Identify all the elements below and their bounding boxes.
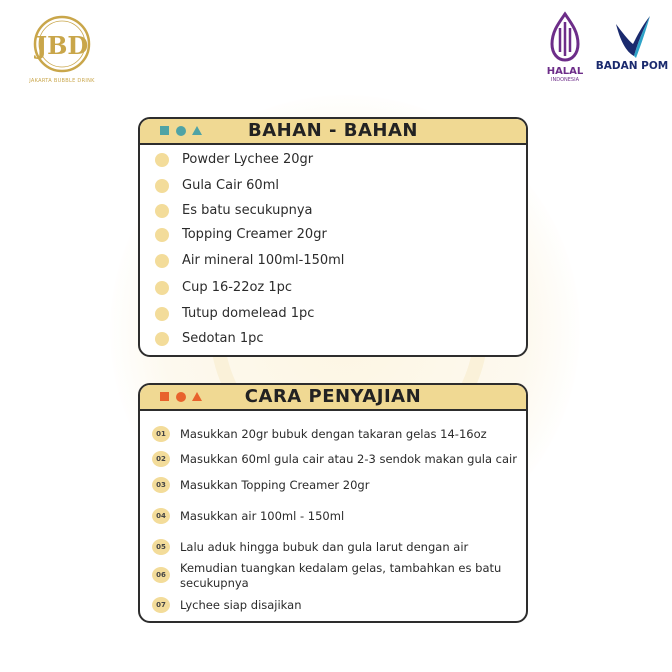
step-text: Masukkan Topping Creamer 20gr bbox=[180, 478, 370, 492]
halal-sub-label: INDONESIA bbox=[551, 77, 579, 83]
halal-logo-icon bbox=[542, 10, 588, 66]
svg-text:JBD: JBD bbox=[35, 31, 89, 60]
bullet-icon bbox=[155, 281, 169, 295]
list-item bbox=[140, 595, 526, 615]
ingredients-card bbox=[138, 117, 528, 357]
step-text: Masukkan air 100ml - 150ml bbox=[180, 509, 345, 523]
ingredient-text: Tutup domelead 1pc bbox=[182, 306, 315, 321]
steps-card bbox=[138, 383, 528, 623]
bullet-icon bbox=[155, 307, 169, 321]
halal-badge bbox=[542, 10, 588, 84]
list-item bbox=[140, 449, 526, 469]
step-number: 01 bbox=[152, 426, 170, 442]
list-item bbox=[140, 251, 526, 271]
bullet-icon bbox=[155, 204, 169, 218]
bullet-icon bbox=[155, 153, 169, 167]
step-text: Kemudian tuangkan kedalam gelas, tambahkan es batu secukupnya bbox=[180, 561, 502, 590]
step-number: 04 bbox=[152, 508, 170, 524]
step-number: 03 bbox=[152, 477, 170, 493]
list-item bbox=[140, 201, 526, 221]
steps-title: CARA PENYAJIAN bbox=[244, 386, 422, 407]
ingredient-text: Air mineral 100ml-150ml bbox=[182, 253, 345, 268]
brand-name: JAKARTA BUBBLE DRINK bbox=[29, 78, 95, 84]
ingredients-title: BAHAN - BAHAN bbox=[248, 120, 418, 141]
ingredient-text: Powder Lychee 20gr bbox=[182, 152, 314, 167]
list-item bbox=[140, 424, 526, 444]
bullet-icon bbox=[155, 332, 169, 346]
bullet-icon bbox=[155, 254, 169, 268]
ingredient-text: Topping Creamer 20gr bbox=[182, 227, 327, 242]
step-text: Lalu aduk hingga bubuk dan gula larut dengan air bbox=[180, 540, 469, 554]
step-text: Masukkan 60ml gula cair atau 2-3 sendok makan gula cair bbox=[180, 452, 517, 466]
ingredient-text: Cup 16-22oz 1pc bbox=[182, 280, 293, 295]
steps-header bbox=[140, 385, 526, 411]
list-item bbox=[140, 561, 526, 590]
step-text: Masukkan 20gr bubuk dengan takaran gelas 14-16oz bbox=[180, 427, 487, 441]
list-item bbox=[140, 329, 526, 349]
step-number: 02 bbox=[152, 451, 170, 467]
bpom-label: BADAN POM bbox=[595, 60, 669, 72]
bpom-logo-icon bbox=[612, 12, 652, 60]
halal-label: HALAL bbox=[546, 66, 584, 77]
bullet-icon bbox=[155, 228, 169, 242]
list-item bbox=[140, 304, 526, 324]
list-item bbox=[140, 537, 526, 557]
bullet-icon bbox=[155, 179, 169, 193]
step-number: 07 bbox=[152, 597, 170, 613]
ingredients-header bbox=[140, 119, 526, 145]
step-text: Lychee siap disajikan bbox=[180, 598, 302, 612]
bpom-badge bbox=[594, 12, 670, 84]
ingredient-text: Sedotan 1pc bbox=[182, 331, 264, 346]
list-item bbox=[140, 176, 526, 196]
list-item bbox=[140, 225, 526, 245]
list-item bbox=[140, 150, 526, 170]
list-item bbox=[140, 475, 526, 495]
list-item bbox=[140, 506, 526, 526]
step-number: 05 bbox=[152, 539, 170, 555]
ingredient-text: Es batu secukupnya bbox=[182, 203, 313, 218]
list-item bbox=[140, 278, 526, 298]
ingredient-text: Gula Cair 60ml bbox=[182, 178, 279, 193]
step-number: 06 bbox=[152, 567, 170, 583]
